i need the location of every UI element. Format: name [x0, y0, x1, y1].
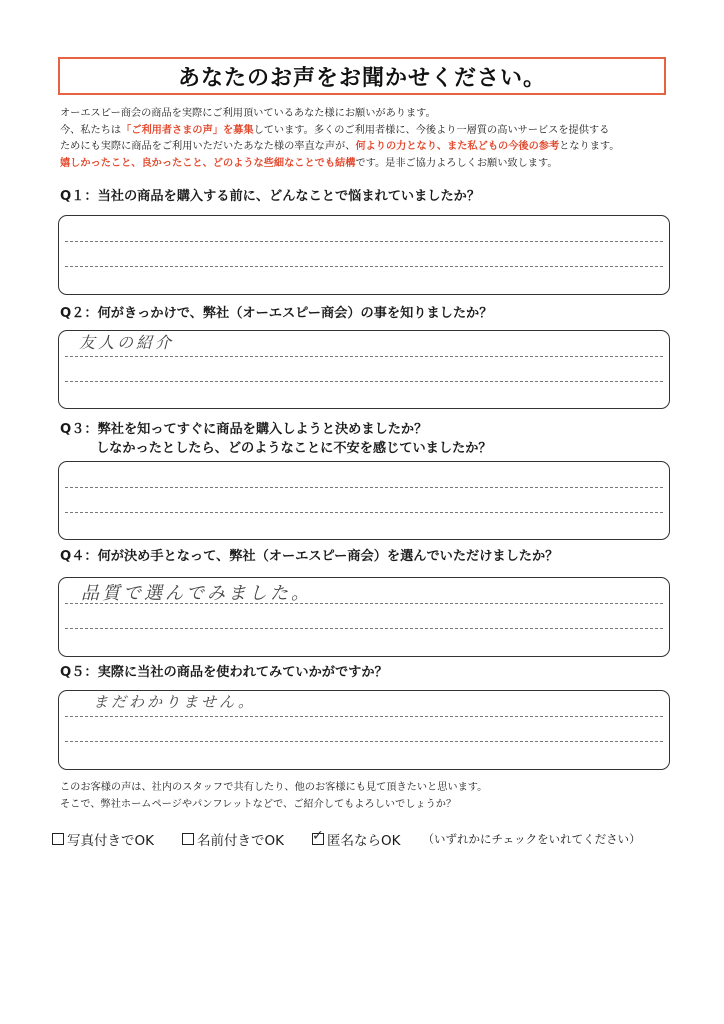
footer-line-1: このお客様の声は、社内のスタッフで共有したり、他のお客様にも見て頂きたいと思います。 [60, 782, 488, 793]
intro-line-4-emphasis: 嬉しかったこと、良かったこと、どのような些細なことでも結構 [60, 157, 356, 169]
answer-box-5[interactable] [58, 690, 670, 770]
question-5-label: Q５：実際に当社の商品を使われてみていかがですか？ [60, 665, 388, 680]
answer-line [65, 741, 663, 742]
question-1-label: Q１：当社の商品を購入する前に、どんなことで悩まれていましたか？ [60, 189, 481, 204]
checkbox-photo-ok[interactable] [52, 829, 154, 849]
intro-line-4 [60, 156, 680, 173]
answer-line [65, 716, 663, 717]
permission-checkboxes [52, 829, 641, 849]
intro-text [60, 106, 680, 172]
answer-line [65, 381, 663, 382]
footer-text [60, 779, 487, 813]
question-3-line-2: しなかったとしたら、どのようなことに不安を感じていましたか？ [96, 441, 492, 456]
checkbox-anonymous-ok[interactable] [312, 829, 400, 849]
intro-line-2-a: 今、私たちは [60, 124, 122, 136]
answer-box-2[interactable] [58, 330, 670, 409]
intro-line-3-emphasis: 何よりの力となり、また私どもの今後の参考 [355, 141, 560, 152]
answer-box-4[interactable] [58, 577, 670, 657]
intro-line-2-b: しています。多くのご利用者様に、今後より一層質の高いサービスを提供する [253, 124, 610, 136]
answer-box-1[interactable] [58, 215, 670, 295]
footer-line-2: そこで、弊社ホームページやパンフレットなどで、ご紹介してもよろしいでしょうか？ [60, 799, 457, 810]
checkbox-square-checked[interactable] [311, 828, 324, 845]
question-3-label [60, 420, 492, 458]
intro-line-3-b: となります。 [559, 141, 620, 152]
checkbox-name-ok[interactable] [182, 829, 284, 849]
answer-line [65, 512, 663, 513]
checkbox-photo-ok-label: 写真付きでOK [67, 833, 154, 849]
question-3-line-1: Q３：弊社を知ってすぐに商品を購入しようと決めましたか？ [60, 422, 428, 437]
answer-line [65, 356, 663, 357]
page-title: あなたのお声をお聞かせください。 [177, 65, 546, 91]
intro-line-3 [60, 139, 680, 156]
answer-5-text: まだわかりません。 [93, 693, 256, 711]
checkbox-square[interactable] [182, 833, 194, 845]
intro-line-3-a: ためにも実際に商品をご利用いただいたあなた様の率直な声が、 [60, 141, 356, 152]
question-4-label: Q４：何が決め手となって、弊社（オーエスピー商会）を選んでいただけましたか？ [60, 549, 559, 564]
answer-box-3[interactable] [58, 461, 670, 540]
question-2-label: Q２：何がきっかけで、弊社（オーエスピー商会）の事を知りましたか？ [60, 306, 493, 321]
intro-line-2-emphasis: 「ご利用者さまの声」を募集 [121, 124, 254, 136]
checkbox-name-ok-label: 名前付きでOK [196, 833, 284, 849]
answer-line [65, 266, 663, 267]
title-box [58, 57, 666, 95]
answer-line [65, 487, 663, 488]
checkbox-anonymous-ok-label: 匿名ならOK [326, 833, 401, 849]
checkbox-instruction: （いずれかにチェックをいれてください） [422, 832, 641, 846]
intro-line-4-b: です。是非ご協力よろしくお願い致します。 [355, 157, 558, 169]
answer-2-text: 友人の紹介 [79, 333, 175, 352]
intro-line-2 [60, 123, 680, 140]
answer-line [65, 628, 663, 629]
answer-4-text: 品質で選んでみました。 [81, 583, 312, 604]
checkbox-square[interactable] [52, 833, 64, 845]
check-mark-icon: ✓ [311, 828, 324, 844]
intro-line-1: オーエスピー商会の商品を実際にご利用頂いているあなた様にお願いがあります。 [60, 108, 436, 119]
answer-line [65, 241, 663, 242]
